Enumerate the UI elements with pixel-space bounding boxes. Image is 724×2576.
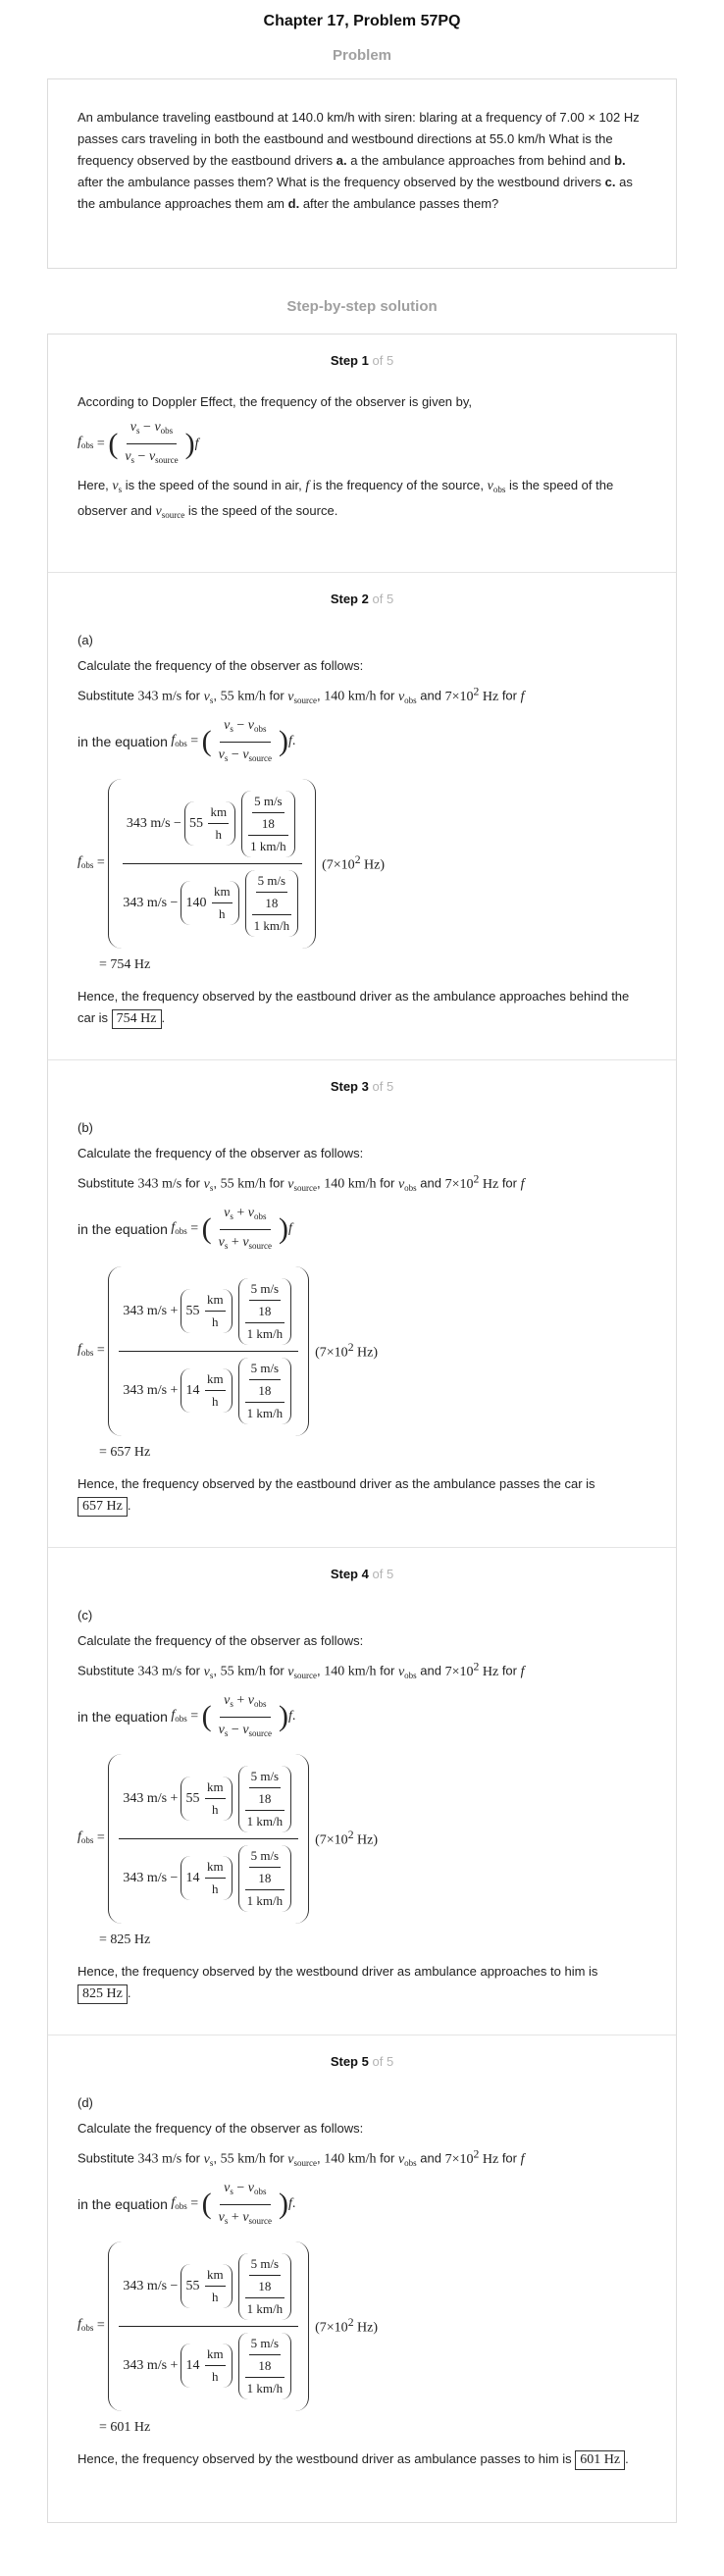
- conclusion: Hence, the frequency observed by the eastbound driver as the ambulance passes the car is 657 Hz .: [78, 1473, 646, 1517]
- substitute-line: Substitute 343 m/s for $v_s$, 55 km/h for $v_{source}$, 140 km/h for $v_{obs}$ and $7\times 10^2$ Hz for f: [78, 685, 525, 705]
- problem-text: An ambulance traveling eastbound at 140.0 km/h with siren: blaring at a frequency of 7.00 × 102 Hz passes cars traveling in both the eastbound and westbound directions at 55.0 km/h What is the frequency observed by the eastbound drivers: [78, 110, 640, 168]
- step-1: [48, 335, 676, 572]
- doppler-formula: $f_{obs}$ = ( $\frac{v_s - v_{obs}}{v_s - v_{source}}$ ) f: [78, 417, 646, 471]
- answer-box: 825 Hz: [78, 1984, 128, 2004]
- answer-box: 754 Hz: [112, 1009, 162, 1029]
- step-text: Calculate the frequency of the observer as follows:: [78, 1633, 364, 1648]
- substituted-equation: $f_{obs}$ = 343 m/s + 55 km h $\frac{5 m/s}{18}$ 1 km/h 343 m/s + 14 km h $\frac{5 m/s}{18}$ 1 km/h ($7\times 10^2$ Hz): [78, 1266, 646, 1436]
- problem-heading: Problem: [332, 47, 391, 64]
- conclusion: Hence, the frequency observed by the eastbound driver as the ambulance approaches behind the car is 754 Hz .: [78, 986, 646, 1029]
- result-line: = 825 Hz: [99, 1932, 151, 1947]
- equation-line: in the equation $f_{obs}$ = ( $\frac{v_s - v_{obs}}{v_s + v_{source}}$ ) f .: [78, 2178, 646, 2232]
- conclusion: Hence, the frequency observed by the westbound driver as ambulance approaches to him is 825 Hz .: [78, 1961, 646, 2004]
- step-2: [48, 572, 676, 1059]
- step-title: Step 3 of 5: [330, 1079, 394, 1094]
- page-title: Chapter 17, Problem 57PQ: [263, 13, 461, 29]
- equation-line: in the equation $f_{obs}$ = ( $\frac{v_s - v_{obs}}{v_s - v_{source}}$ ) f .: [78, 715, 646, 769]
- result-line: = 754 Hz: [99, 956, 151, 972]
- step-text: Calculate the frequency of the observer as follows:: [78, 2121, 364, 2136]
- part-label: (a): [78, 633, 93, 647]
- step-3: [48, 1059, 676, 1547]
- part-d-label: d.: [287, 196, 300, 211]
- part-label: (d): [78, 2095, 93, 2110]
- step-text: Calculate the frequency of the observer as follows:: [78, 658, 364, 673]
- substitute-line: Substitute 343 m/s for $v_s$, 55 km/h for $v_{source}$, 140 km/h for $v_{obs}$ and $7\times 10^2$ Hz for f: [78, 2147, 525, 2168]
- part-label: (b): [78, 1120, 93, 1135]
- solution-heading: Step-by-step solution: [286, 298, 438, 315]
- step-text: Calculate the frequency of the observer as follows:: [78, 1146, 364, 1160]
- step-title: Step 2 of 5: [330, 592, 394, 606]
- step-text: According to Doppler Effect, the frequency of the observer is given by,: [78, 394, 473, 409]
- part-b-label: b.: [614, 153, 626, 168]
- step-title: Step 1 of 5: [330, 353, 394, 368]
- problem-text: after the ambulance passes them?: [299, 196, 499, 211]
- part-a-label: a.: [336, 153, 347, 168]
- result-line: = 601 Hz: [99, 2419, 151, 2435]
- answer-box: 657 Hz: [78, 1497, 128, 1517]
- substituted-equation: $f_{obs}$ = 343 m/s + 55 km h $\frac{5 m/s}{18}$ 1 km/h 343 m/s − 14 km h $\frac{5 m/s}{18}$ 1 km/h ($7\times 10^2$ Hz): [78, 1754, 646, 1924]
- part-c-label: c.: [604, 175, 616, 189]
- problem-text: after the ambulance passes them? What is the frequency observed by the westbound drivers: [78, 175, 605, 189]
- substituted-equation: $f_{obs}$ = 343 m/s − 55 km h $\frac{5 m/s}{18}$ 1 km/h 343 m/s + 14 km h $\frac{5 m/s}{18}$ 1 km/h ($7\times 10^2$ Hz): [78, 2241, 646, 2411]
- equation-line: in the equation $f_{obs}$ = ( $\frac{v_s + v_{obs}}{v_s - v_{source}}$ ) f .: [78, 1690, 646, 1744]
- substitute-line: Substitute 343 m/s for $v_s$, 55 km/h for $v_{source}$, 140 km/h for $v_{obs}$ and $7\times 10^2$ Hz for f: [78, 1172, 525, 1193]
- step-title: Step 5 of 5: [330, 2054, 394, 2069]
- problem-text: as the ambulance approaches them am: [78, 175, 633, 211]
- problem-statement: [47, 78, 677, 269]
- substituted-equation: $f_{obs}$ = 343 m/s − 55 km h $\frac{5 m/s}{18}$ 1 km/h 343 m/s − 140 km h $\frac{5 m/s}{18}$ 1 km/h ($7\times 10^2$ Hz): [78, 779, 646, 949]
- conclusion: Hence, the frequency observed by the westbound driver as ambulance passes to him is 601 Hz .: [78, 2448, 646, 2470]
- equation-line: in the equation $f_{obs}$ = ( $\frac{v_s + v_{obs}}{v_s + v_{source}}$ ) f: [78, 1203, 646, 1257]
- problem-text: a the ambulance approaches from behind and: [346, 153, 615, 168]
- step-title: Step 4 of 5: [330, 1567, 394, 1581]
- step-5: [48, 2035, 676, 2522]
- result-line: = 657 Hz: [99, 1444, 151, 1460]
- step-4: [48, 1547, 676, 2035]
- step-text: Here, $v_s$ is the speed of the sound in air, f is the frequency of the source, $v_{obs}$ is the speed of the observer and $v_{source}$ is the speed of the source.: [78, 478, 614, 520]
- steps-container: [47, 334, 677, 2523]
- part-label: (c): [78, 1608, 93, 1623]
- answer-box: 601 Hz: [575, 2450, 625, 2470]
- substitute-line: Substitute 343 m/s for $v_s$, 55 km/h for $v_{source}$, 140 km/h for $v_{obs}$ and $7\times 10^2$ Hz for f: [78, 1660, 525, 1680]
